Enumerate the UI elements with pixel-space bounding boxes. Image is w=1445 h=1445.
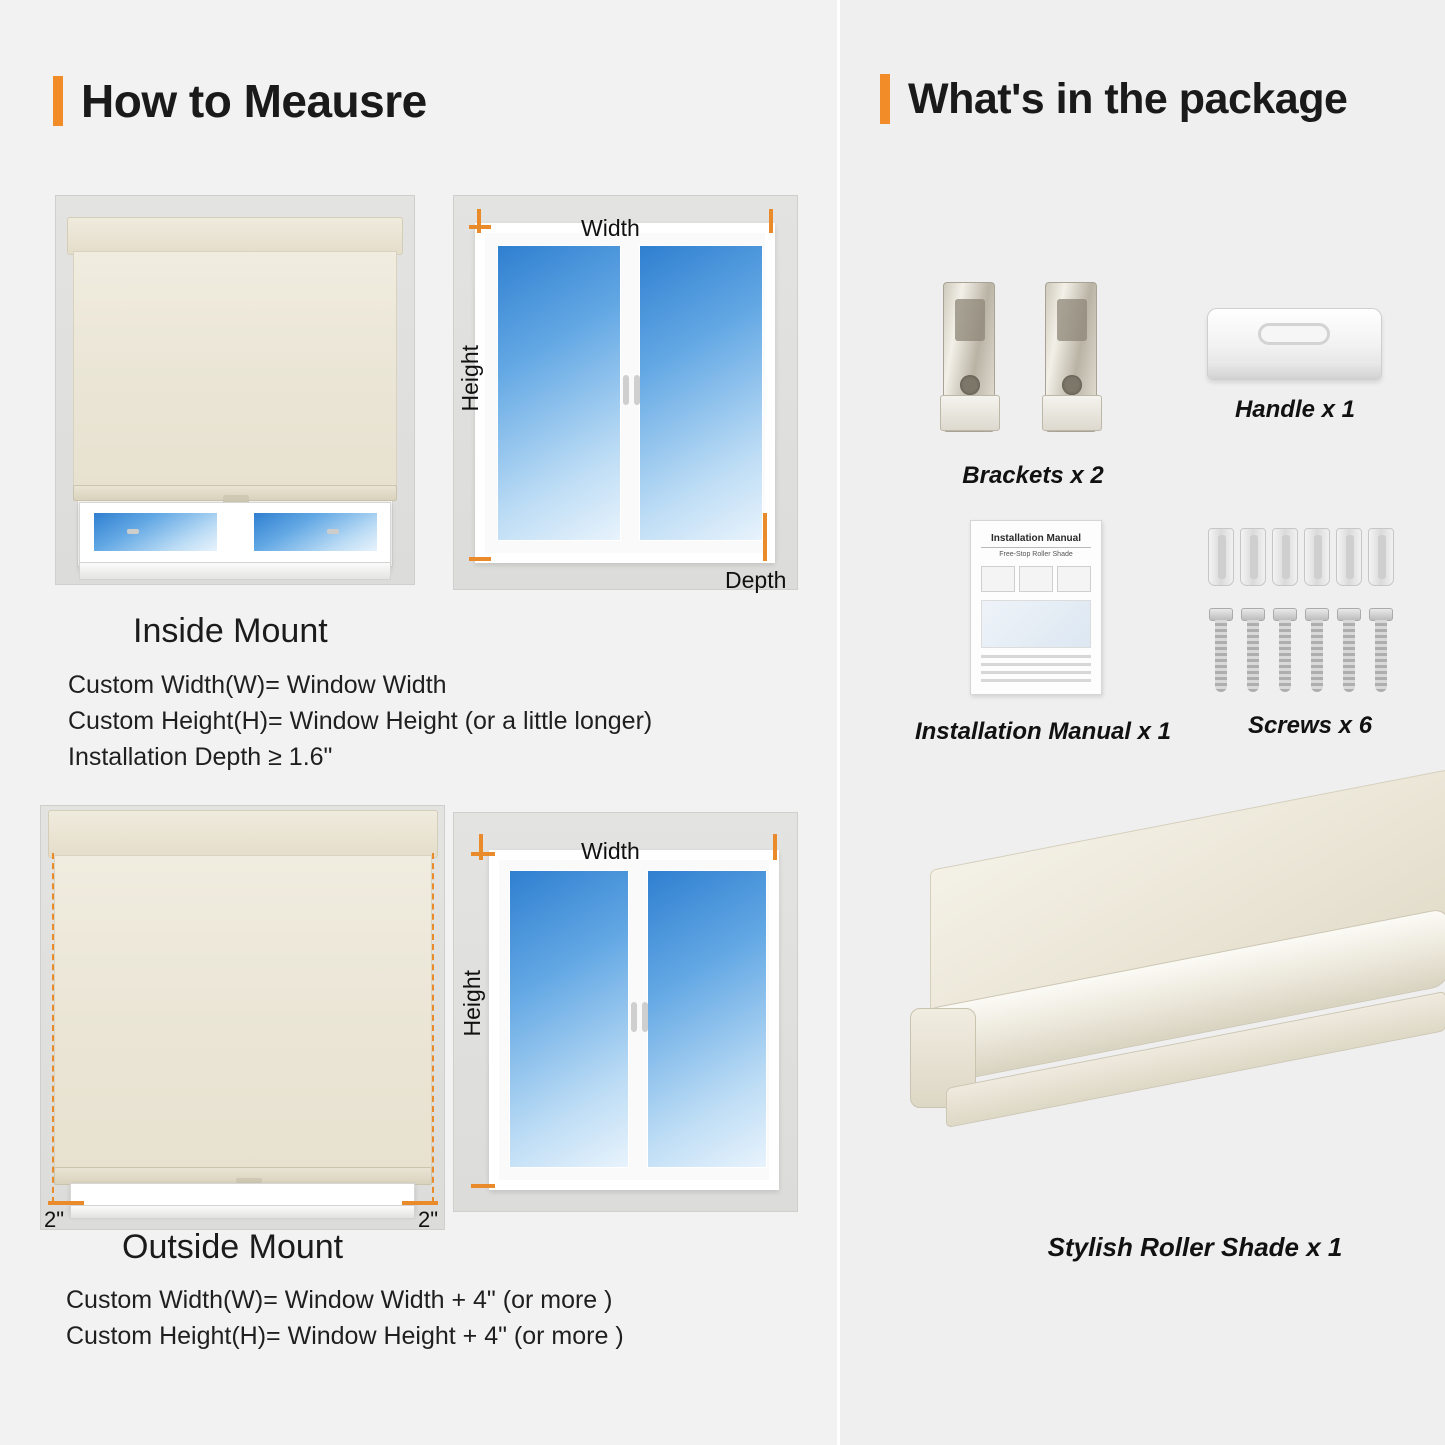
manual-text-lines — [981, 655, 1091, 682]
width-tick-left — [477, 209, 481, 233]
window-glass-left — [93, 512, 218, 552]
width-label-outside: Width — [581, 838, 640, 864]
outside-tick-right — [402, 1201, 438, 1205]
outside-mount-measure-illustration — [453, 812, 798, 1212]
height-label-outside: Height — [459, 970, 485, 1037]
depth-tick — [763, 513, 767, 561]
outside-mount-heading: Outside Mount — [122, 1228, 344, 1266]
outside-window-sill — [70, 1205, 415, 1219]
bracket-base-2 — [1042, 395, 1102, 431]
outside-guide-right — [432, 853, 434, 1203]
outside-margin-right-label: 2" — [418, 1207, 439, 1232]
window-handle-center-right — [634, 375, 640, 405]
bracket-icon-1 — [943, 282, 995, 432]
outside-spec-1: Custom Width(W)= Window Width + 4" (or more ) — [66, 1286, 613, 1314]
screw-icon — [1276, 608, 1294, 692]
screw-icon — [1372, 608, 1390, 692]
inside-spec-2: Custom Height(H)= Window Height (or a little longer) — [68, 707, 653, 735]
bracket-hole-2 — [1062, 375, 1082, 395]
outside-height-tick-bottom — [471, 1184, 495, 1188]
outside-height-tick-top — [471, 852, 495, 856]
how-to-measure-title — [53, 74, 427, 128]
handle-lip — [1208, 361, 1381, 379]
package-title-text: What's in the package — [908, 74, 1348, 123]
wall-anchor-icon — [1272, 528, 1298, 586]
shade-fabric — [73, 251, 397, 491]
inside-mount-measure-illustration — [453, 195, 798, 593]
bracket-hole-1 — [960, 375, 980, 395]
roller-shade-illustration — [910, 860, 1445, 1262]
bracket-slot-1 — [955, 299, 985, 341]
installation-manual-caption: Installation Manual x 1 — [914, 718, 1172, 745]
window-glass-outside-right — [647, 870, 767, 1168]
outside-mount-shade-illustration — [40, 805, 445, 1230]
package-title — [880, 74, 1347, 124]
height-label-inside: Height — [457, 345, 483, 412]
brackets-caption: Brackets x 2 — [962, 462, 1104, 489]
wall-anchor-icon — [1304, 528, 1330, 586]
outside-spec-2: Custom Height(H)= Window Height + 4" (or more ) — [66, 1322, 624, 1350]
package-contents-panel — [837, 0, 1445, 1445]
manual-step-cell — [1019, 566, 1053, 592]
inside-mount-heading: Inside Mount — [133, 612, 328, 650]
outside-shade-fabric — [54, 855, 432, 1175]
title-accent-bar — [53, 76, 63, 126]
window-glass-outside-left — [509, 870, 629, 1168]
outside-guide-left — [52, 853, 54, 1203]
outside-tick-left — [48, 1201, 84, 1205]
window-sill — [79, 562, 391, 580]
manual-step-grid — [981, 566, 1091, 592]
manual-step-cell — [981, 566, 1015, 592]
wall-anchor-icon — [1368, 528, 1394, 586]
width-label-inside: Width — [581, 215, 640, 241]
outside-window-handle-right — [642, 1002, 648, 1032]
screw-icon — [1308, 608, 1326, 692]
bracket-base-1 — [940, 395, 1000, 431]
inside-spec-3: Installation Depth ≥ 1.6" — [68, 743, 333, 771]
wall-anchor-icon — [1240, 528, 1266, 586]
outside-shade-headrail — [48, 810, 438, 858]
window-handle-right — [327, 529, 339, 534]
shade-headrail — [67, 217, 403, 255]
screw-icon — [1212, 608, 1230, 692]
window-glass-right — [253, 512, 378, 552]
outside-window-handle-left — [631, 1002, 637, 1032]
window-handle-center-left — [623, 375, 629, 405]
outside-margin-left-label: 2" — [44, 1207, 65, 1232]
how-to-measure-title-text: How to Meausre — [81, 75, 427, 127]
screw-icon — [1244, 608, 1262, 692]
depth-label: Depth — [725, 567, 787, 593]
width-tick-right — [769, 209, 773, 233]
window-glass-inside-right — [639, 245, 763, 541]
manual-step-cell — [1057, 566, 1091, 592]
handle-icon — [1207, 308, 1382, 380]
height-tick-bottom — [469, 557, 491, 561]
window-handle-left — [127, 529, 139, 534]
inside-mount-shade-illustration — [55, 195, 415, 585]
title-accent-bar-right — [880, 74, 890, 124]
inside-spec-1: Custom Width(W)= Window Width — [68, 671, 447, 699]
height-tick-top — [469, 225, 491, 229]
outside-width-tick-right — [773, 834, 777, 860]
wall-anchor-icon — [1336, 528, 1362, 586]
wall-anchor-icon — [1208, 528, 1234, 586]
manual-title: Installation Manual — [981, 533, 1091, 548]
roller-shade-caption: Stylish Roller Shade x 1 — [1047, 1232, 1343, 1262]
handle-grip — [1258, 323, 1330, 345]
bracket-slot-2 — [1057, 299, 1087, 341]
manual-illustration — [981, 600, 1091, 648]
manual-subtitle: Free-Stop Roller Shade — [999, 551, 1073, 558]
screw-icon — [1340, 608, 1358, 692]
handle-caption: Handle x 1 — [1234, 396, 1356, 423]
screws-caption: Screws x 6 — [1247, 712, 1373, 739]
installation-manual-icon — [970, 520, 1102, 695]
outside-width-tick-left — [479, 834, 483, 860]
bracket-icon-2 — [1045, 282, 1097, 432]
window-glass-inside-left — [497, 245, 621, 541]
